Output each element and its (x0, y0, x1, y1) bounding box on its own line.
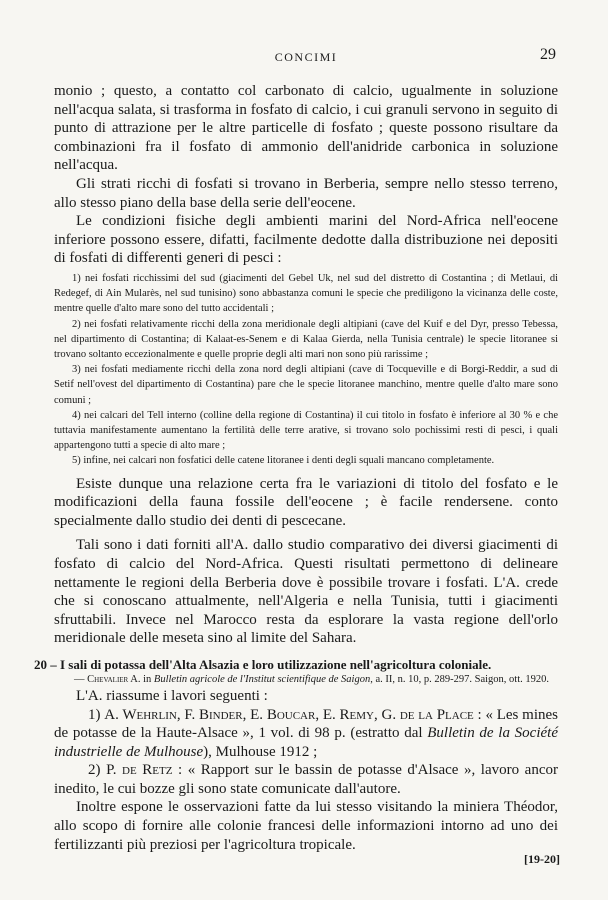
paragraph: Gli strati ricchi di fosfati si trovano in Berberia, sempre nello stesso terreno, allo stesso piano della base della serie dell'eocene. (54, 175, 558, 211)
item-text: : « Rapport sur le bassin de potasse d'Alsace », lavoro ancor inedito, le cui bozze gli sono state comunicate dall'autore. (54, 762, 558, 797)
entry-title: 20 – I sali di potassa dell'Alta Alsazia e loro utilizzazione nell'agricoltura coloniale. (34, 656, 492, 672)
item-number: 2) (88, 762, 107, 779)
paragraph: Inoltre espone le osservazioni fatte da lui stesso visitando la miniera Théodor, allo scopo di fornire alle colonie francesi delle informazioni intorno ad uno dei fertilizzanti più preziosi per l'agricoltura tropicale. (54, 799, 558, 853)
ref-in: in (140, 673, 154, 685)
item-text: ), Mulhouse 1912 ; (203, 743, 318, 760)
ref-journal: Bulletin agricole de l'Institut scientifique de Saigon (153, 673, 371, 685)
list-item: 2) nei fosfati relativamente ricchi della zona meridionale degli altipiani (cave del Kuif e del Dyr, presso Tebessa, nel dipartimento di Costantina; di Kalaat-es-Senem e di Kalaa Gierda, nella Tunisia centrale) le specie litoranee si trovano soltanto eccezionalmente e quelle proprie degli alti mari non sono più rarissime ; (54, 318, 558, 360)
entry-reference (54, 673, 558, 687)
footer-mark: [19-20] (524, 852, 560, 866)
item-text: : « Les mines de potasse de la Haute-Alsace », 1 vol. di 98 p. (estratto dal (54, 706, 558, 742)
list-item: 1) nei fosfati ricchissimi del sud (giacimenti del Gebel Uk, nel sud del distretto di Costantina ; di Metlaui, di Redegef, di Ain Mularès, nel sud tunisino) sono abbastanza comuni le specie che prediligono la vicinanza delle coste, mentre quelle d'alto mare sono del tutto accidentali ; (54, 272, 558, 315)
ref-author: Chevalier A. (87, 673, 141, 685)
page-header (54, 46, 558, 72)
paragraph: Esiste dunque una relazione certa fra le variazioni di titolo del fosfato e le modificazioni della fauna fossile dell'eocene ; è facile rendersene. conto specialmente dallo studio dei denti di pescecane. (54, 475, 558, 529)
page-number: 29 (540, 46, 556, 63)
list-item: 3) nei fosfati mediamente ricchi della zona nord degli altipiani (cave di Tocqueville e di Borgi-Reddir, a sud di Setif nell'ovest del dipartimento di Costantina) pare che le specie litoranee manchino, mentre quelle d'alto mare sono comuni ; (54, 364, 558, 406)
page-body (34, 82, 558, 854)
entry-item (54, 706, 558, 762)
running-title: CONCIMI (274, 50, 338, 64)
item-authors: A. Wehrlin, F. Binder, E. Boucar, E. Remy, G. de la Place (104, 706, 474, 723)
list-item: 4) nei calcari del Tell interno (colline della regione di Costantina) il cui titolo in fosfato è inferiore al 30 % e che tuttavia manifestamente aumentano la fertilità delle terre arative, si trovano solo pochissimi resti di pesci, i quali appartengono tutti a specie di alto mare ; (54, 409, 558, 452)
ref-prefix: — (74, 673, 88, 685)
item-author: P. de Retz (106, 762, 173, 779)
ref-rest: , a. II, n. 10, p. 289-297. Saigon, ott. 1920. (370, 673, 549, 685)
paragraph: Le condizioni fisiche degli ambienti marini del Nord-Africa nell'eocene inferiore possono essere, difatti, facilmente dedotte dalla distribuzione nei depositi di fosfati di differenti generi di pesci : (54, 213, 558, 267)
list-item: 5) infine, nei calcari non fosfatici delle catene litoranee i denti degli squali mancano completamente. (72, 455, 495, 467)
item-journal: Bulletin de la Société industrielle de Mulhouse (54, 725, 558, 760)
fish-distribution-list (54, 271, 558, 469)
paragraph: Tali sono i dati forniti all'A. dallo studio comparativo dei diversi giacimenti di fosfato di calcio del Nord-Africa. Questi risultati permettono di delineare nettamente le regioni della Berberia dove è possibile trovare i fosfati. L'A. crede che si conoscano attualmente, nell'Algeria e nella Tunisia, tutti i giacimenti sfruttabili. Invece nel Marocco resta da esplorare la vasta regione dell'orlo meridionale delle meseta sino al limite del Sahara. (54, 537, 558, 647)
entry-item (54, 761, 558, 798)
entry-intro: L'A. riassume i lavori seguenti : (76, 687, 268, 704)
item-number: 1) (88, 706, 105, 723)
page (34, 46, 558, 854)
paragraph: monio ; questo, a contatto col carbonato di calcio, ugualmente in soluzione nell'acqua salata, si trasforma in fosfato di calcio, i cui granuli servono in seguito di punto di attrazione per le altre particelle di fosfato ; queste possono risultare da combinazioni fra il fosfato di ammonio dell'anidride carbonica in soluzione nell'acqua. (54, 83, 558, 174)
